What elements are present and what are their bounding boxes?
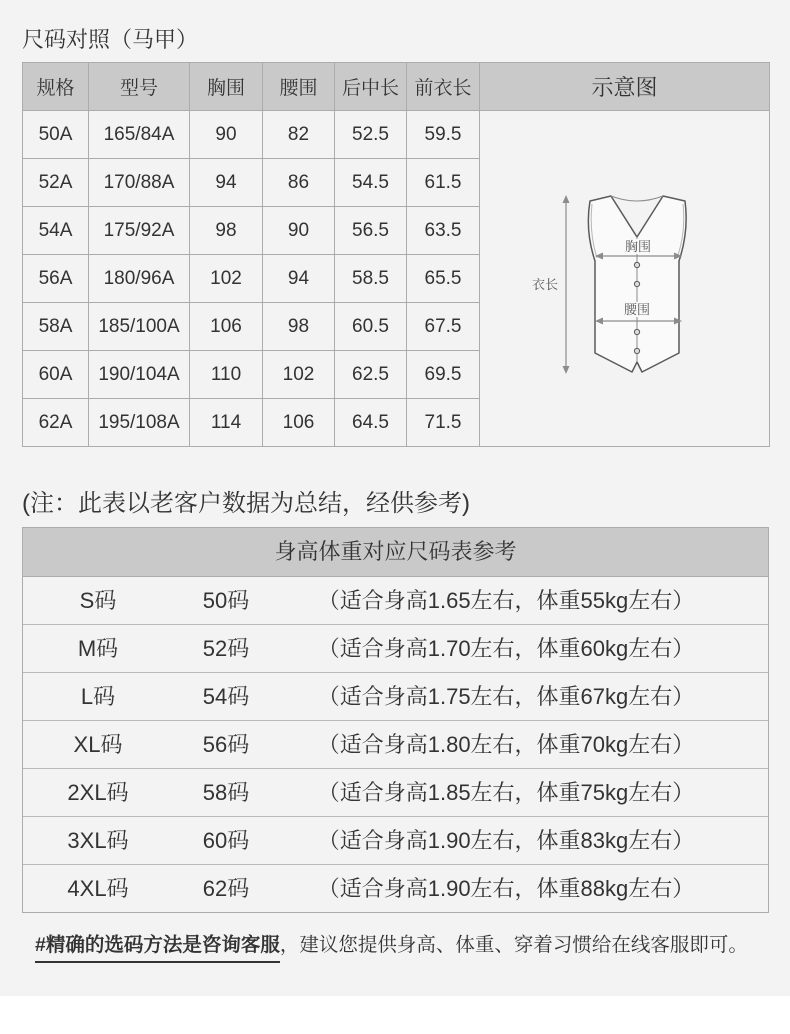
cell-spec: 60A xyxy=(23,351,89,399)
cell-back-length: 62.5 xyxy=(335,351,407,399)
cell-chest: 102 xyxy=(190,255,263,303)
cell-waist: 106 xyxy=(263,399,335,447)
footer-emphasis: #精确的选码方法是咨询客服 xyxy=(35,933,280,963)
cell-spec: 52A xyxy=(23,159,89,207)
cell-spec: 62A xyxy=(23,399,89,447)
waist-label: 腰围 xyxy=(623,302,651,317)
cell-chest: 110 xyxy=(190,351,263,399)
cell-back-length: 52.5 xyxy=(335,111,407,159)
vest-icon xyxy=(480,111,768,445)
reference-code: 56码 xyxy=(202,732,250,757)
reference-size: XL码 xyxy=(73,732,123,757)
cell-back-length: 56.5 xyxy=(335,207,407,255)
reference-table-title: 身高体重对应尺码表参考 xyxy=(23,528,768,577)
cell-waist: 90 xyxy=(263,207,335,255)
height-weight-reference-table xyxy=(22,527,769,913)
cell-back-length: 58.5 xyxy=(335,255,407,303)
cell-front-length: 71.5 xyxy=(407,399,480,447)
cell-model: 190/104A xyxy=(89,351,190,399)
size-chart-header-row xyxy=(23,63,770,111)
cell-model: 180/96A xyxy=(89,255,190,303)
reference-size: M码 xyxy=(77,636,119,661)
header-model: 型号 xyxy=(89,63,190,111)
reference-fit: （适合身高1.80左右，体重70kg左右） xyxy=(317,732,695,757)
reference-row xyxy=(23,817,768,865)
cell-chest: 106 xyxy=(190,303,263,351)
cell-model: 175/92A xyxy=(89,207,190,255)
reference-code: 50码 xyxy=(202,588,250,613)
cell-waist: 94 xyxy=(263,255,335,303)
footer-note xyxy=(35,931,748,963)
reference-code: 62码 xyxy=(202,876,250,901)
cell-back-length: 64.5 xyxy=(335,399,407,447)
cell-spec: 58A xyxy=(23,303,89,351)
cell-waist: 102 xyxy=(263,351,335,399)
reference-size: L码 xyxy=(80,684,116,709)
reference-row xyxy=(23,769,768,817)
cell-front-length: 65.5 xyxy=(407,255,480,303)
cell-spec: 50A xyxy=(23,111,89,159)
header-back-length: 后中长 xyxy=(335,63,407,111)
reference-size: S码 xyxy=(79,588,117,613)
cell-waist: 98 xyxy=(263,303,335,351)
cell-back-length: 54.5 xyxy=(335,159,407,207)
cell-front-length: 59.5 xyxy=(407,111,480,159)
reference-row xyxy=(23,577,768,625)
cell-waist: 86 xyxy=(263,159,335,207)
table-note: (注：此表以老客户数据为总结，经供参考) xyxy=(22,490,470,517)
reference-row xyxy=(23,865,768,912)
header-diagram: 示意图 xyxy=(480,63,770,111)
cell-model: 195/108A xyxy=(89,399,190,447)
cell-front-length: 63.5 xyxy=(407,207,480,255)
header-chest: 胸围 xyxy=(190,63,263,111)
cell-back-length: 60.5 xyxy=(335,303,407,351)
reference-code: 54码 xyxy=(202,684,250,709)
cell-chest: 98 xyxy=(190,207,263,255)
vest-back-collar xyxy=(611,196,663,201)
cell-waist: 82 xyxy=(263,111,335,159)
reference-row xyxy=(23,625,768,673)
cell-chest: 94 xyxy=(190,159,263,207)
cell-front-length: 69.5 xyxy=(407,351,480,399)
reference-size: 3XL码 xyxy=(67,828,129,853)
reference-fit: （适合身高1.90左右，体重88kg左右） xyxy=(317,876,695,901)
page-title: 尺码对照（马甲） xyxy=(22,27,199,52)
header-front-length: 前衣长 xyxy=(407,63,480,111)
footer-text: ，建议您提供身高、体重、穿着习惯给在线客服即可。 xyxy=(279,934,748,956)
cell-front-length: 61.5 xyxy=(407,159,480,207)
reference-fit: （适合身高1.85左右，体重75kg左右） xyxy=(317,780,695,805)
header-spec: 规格 xyxy=(23,63,89,111)
reference-size: 2XL码 xyxy=(67,780,129,805)
cell-spec: 56A xyxy=(23,255,89,303)
reference-fit: （适合身高1.65左右，体重55kg左右） xyxy=(317,588,695,613)
reference-row xyxy=(23,673,768,721)
cell-model: 185/100A xyxy=(89,303,190,351)
reference-row xyxy=(23,721,768,769)
chest-label: 胸围 xyxy=(624,239,652,254)
cell-model: 170/88A xyxy=(89,159,190,207)
cell-model: 165/84A xyxy=(89,111,190,159)
length-arrow xyxy=(563,195,570,374)
cell-chest: 90 xyxy=(190,111,263,159)
reference-fit: （适合身高1.75左右，体重67kg左右） xyxy=(317,684,695,709)
reference-fit: （适合身高1.90左右，体重83kg左右） xyxy=(317,828,695,853)
reference-code: 58码 xyxy=(202,780,250,805)
length-label: 衣长 xyxy=(531,277,559,292)
reference-size: 4XL码 xyxy=(67,876,129,901)
header-waist: 腰围 xyxy=(263,63,335,111)
cell-front-length: 67.5 xyxy=(407,303,480,351)
cell-spec: 54A xyxy=(23,207,89,255)
reference-code: 60码 xyxy=(202,828,250,853)
cell-chest: 114 xyxy=(190,399,263,447)
reference-fit: （适合身高1.70左右，体重60kg左右） xyxy=(317,636,695,661)
reference-code: 52码 xyxy=(202,636,250,661)
